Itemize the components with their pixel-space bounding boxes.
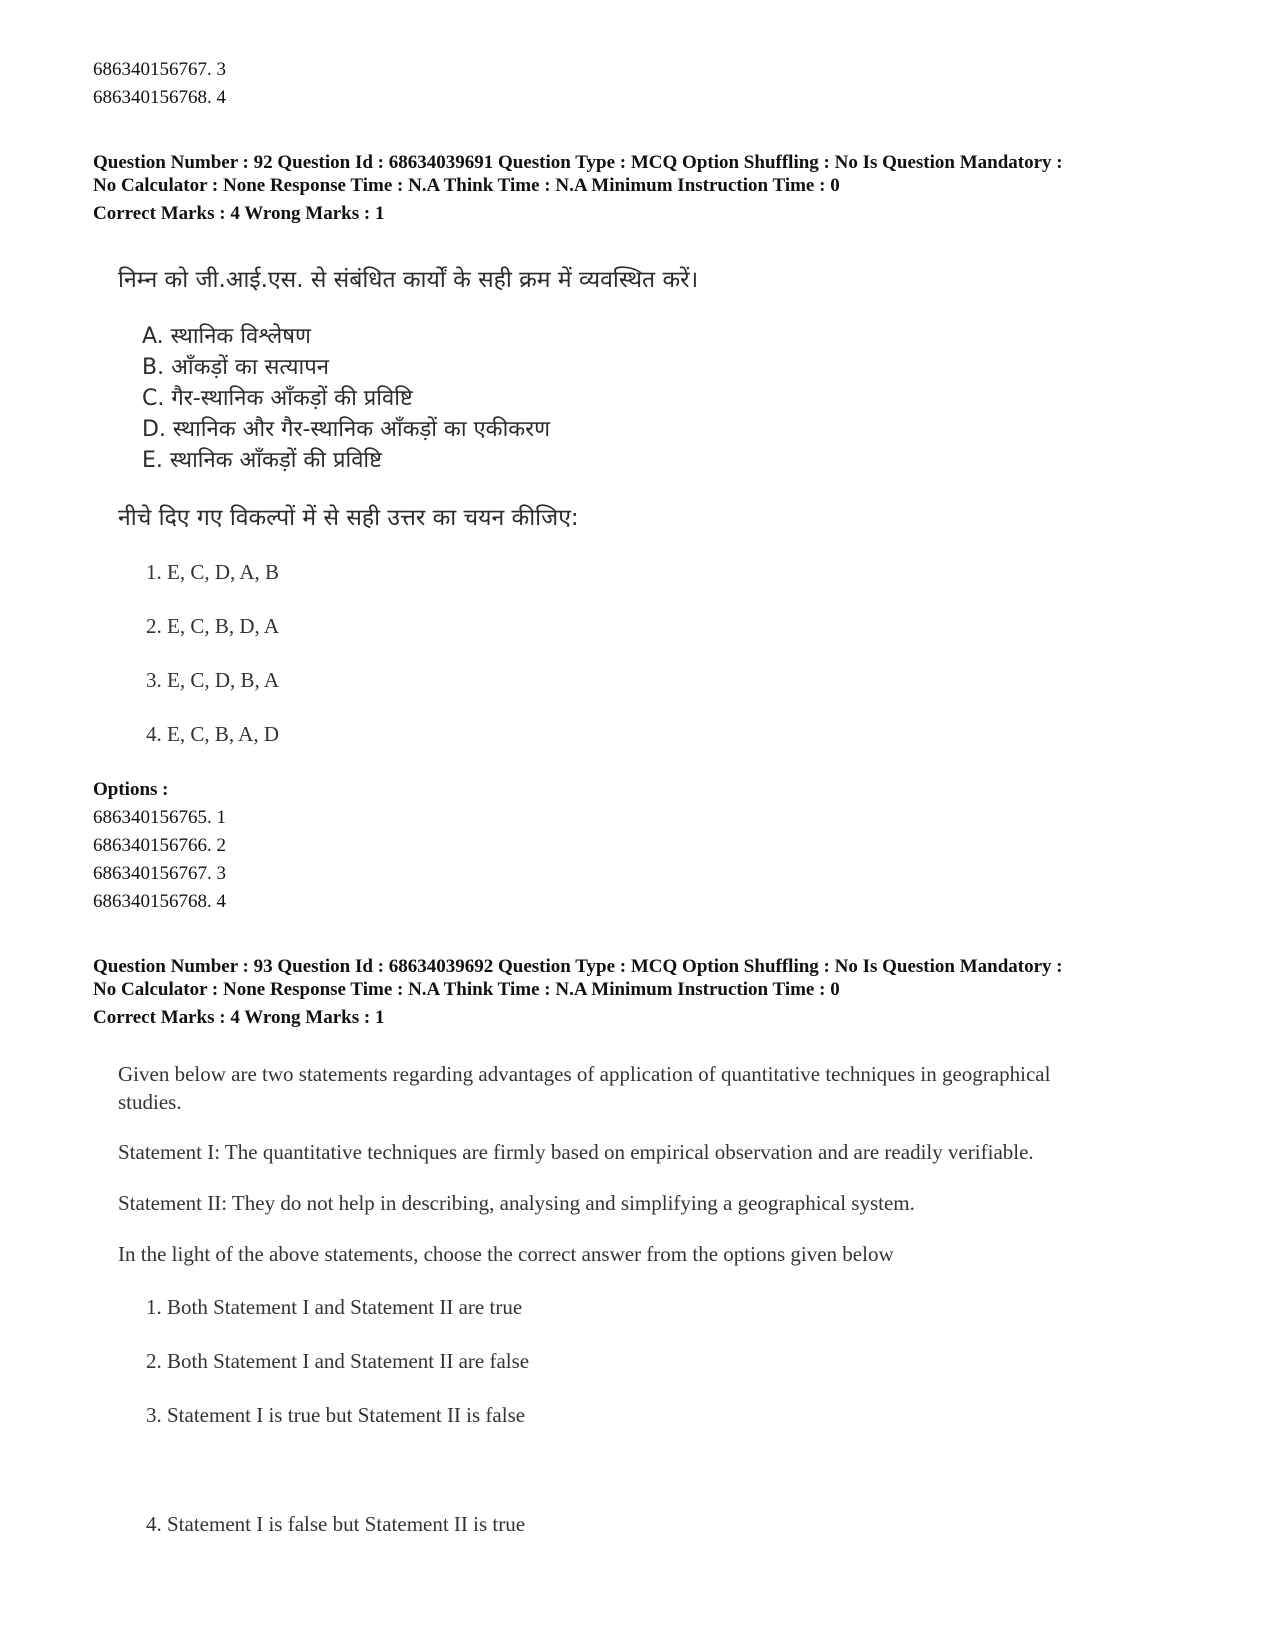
q92-options-label: Options : [93, 779, 169, 800]
q93-choice-4: 4. Statement I is false but Statement II is true [146, 1512, 526, 1536]
q92-header-line2: No Calculator : None Response Time : N.A Think Time : N.A Minimum Instruction Time : 0 [93, 175, 840, 196]
q93-statement-2: Statement II: They do not help in describing, analysing and simplifying a geographical system. [118, 1191, 915, 1215]
q92-item-d: D. स्थानिक और गैर-स्थानिक आँकड़ों का एकीकरण [142, 417, 551, 442]
q92-option-4: 686340156768. 4 [93, 891, 226, 912]
q92-item-e: E. स्थानिक आँकड़ों की प्रविष्टि [142, 448, 382, 473]
q92-option-1: 686340156765. 1 [93, 807, 226, 828]
q92-header-line1: Question Number : 92 Question Id : 68634039691 Question Type : MCQ Option Shuffling : No Is Question Mandatory : [93, 152, 1063, 173]
top-option-3: 686340156767. 3 [93, 59, 226, 80]
q92-question-text: निम्न को जी.आई.एस. से संबंधित कार्यों के सही क्रम में व्यवस्थित करें। [118, 267, 699, 293]
q93-choice-2: 2. Both Statement I and Statement II are false [146, 1349, 530, 1373]
q93-choice-3: 3. Statement I is true but Statement II is false [146, 1403, 526, 1427]
q93-intro-line1: Given below are two statements regarding advantages of application of quantitative techniques in geographical [118, 1062, 1051, 1086]
q92-option-2: 686340156766. 2 [93, 835, 226, 856]
q92-item-a: A. स्थानिक विश्लेषण [142, 324, 311, 349]
q93-header-line1: Question Number : 93 Question Id : 68634039692 Question Type : MCQ Option Shuffling : No Is Question Mandatory : [93, 956, 1063, 977]
q92-choice-1: 1. E, C, D, A, B [146, 560, 280, 584]
q93-instruction: In the light of the above statements, choose the correct answer from the options given below [118, 1242, 894, 1266]
q92-choice-2: 2. E, C, B, D, A [146, 614, 280, 638]
q93-choice-1: 1. Both Statement I and Statement II are true [146, 1295, 523, 1319]
top-option-4: 686340156768. 4 [93, 87, 226, 108]
q92-instruction: नीचे दिए गए विकल्पों में से सही उत्तर का चयन कीजिए: [118, 505, 579, 531]
q92-option-3: 686340156767. 3 [93, 863, 226, 884]
q93-intro-line2: studies. [118, 1090, 182, 1114]
q93-marks: Correct Marks : 4 Wrong Marks : 1 [93, 1007, 385, 1028]
q92-choice-3: 3. E, C, D, B, A [146, 668, 280, 692]
q92-marks: Correct Marks : 4 Wrong Marks : 1 [93, 203, 385, 224]
q92-item-c: C. गैर-स्थानिक आँकड़ों की प्रविष्टि [142, 386, 413, 411]
q92-item-b: B. आँकड़ों का सत्यापन [142, 355, 329, 380]
q93-statement-1: Statement I: The quantitative techniques are firmly based on empirical observation and are readily verifiable. [118, 1140, 1034, 1164]
q93-header-line2: No Calculator : None Response Time : N.A Think Time : N.A Minimum Instruction Time : 0 [93, 979, 840, 1000]
q92-choice-4: 4. E, C, B, A, D [146, 722, 280, 746]
